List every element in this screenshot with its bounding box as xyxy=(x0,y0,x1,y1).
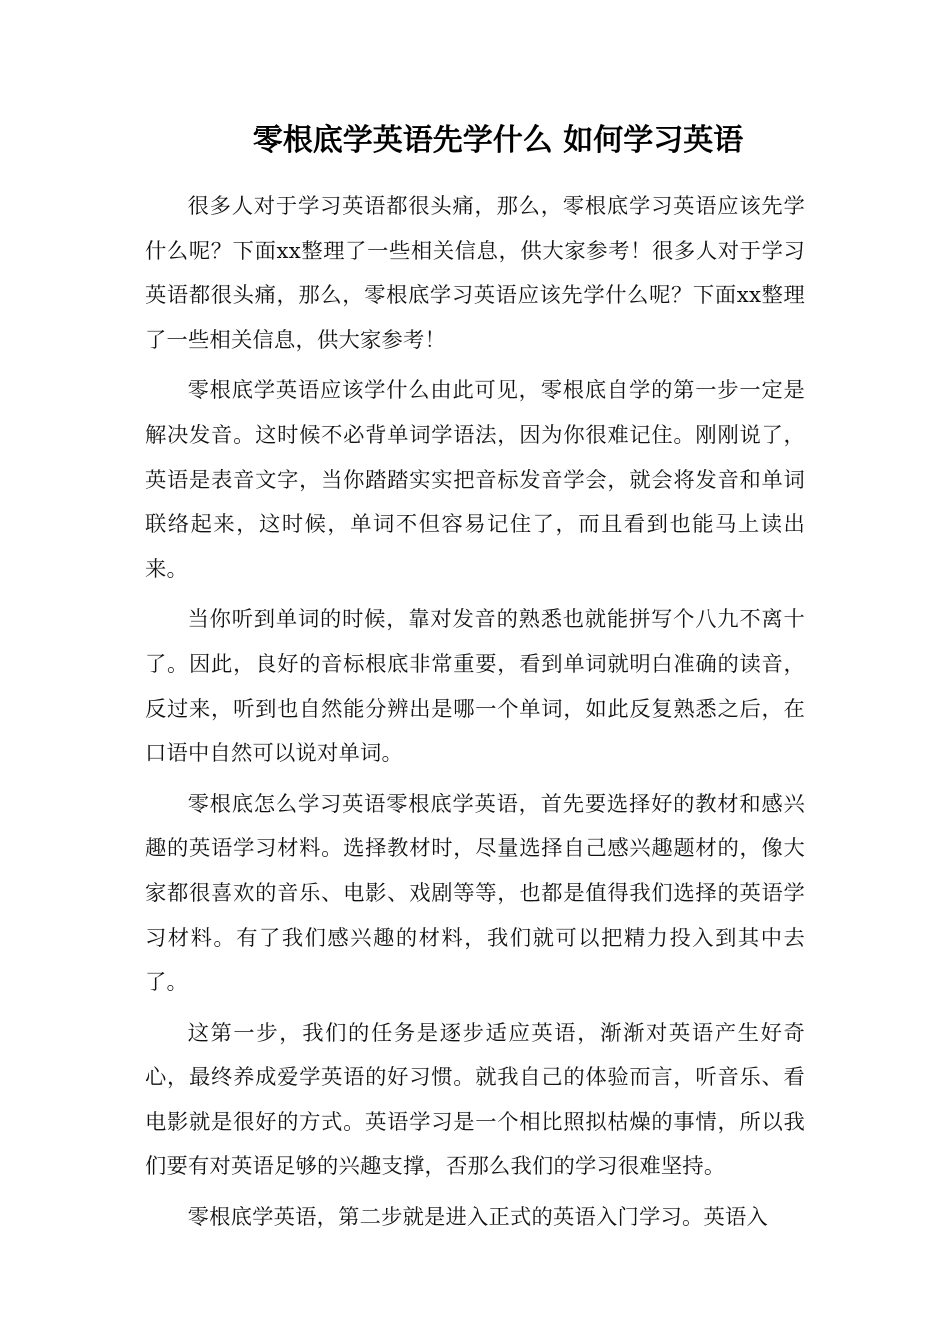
document-title: 零根底学英语先学什么 如何学习英语 xyxy=(252,123,744,158)
paragraph: 零根底学英语，第二步就是进入正式的英语入门学习。英语入 xyxy=(187,1205,769,1231)
paragraph: 零根底怎么学习英语零根底学英语，首先要选择好的教材和感兴趣的英语学习材料。选择教材时，尽量选择自己感兴趣题材的，像大家都很喜欢的音乐、电影、戏剧等等，也都是值得我们选择的英语学习材料。有了我们感兴趣的材料，我们就可以把精力投入到其中去了。 xyxy=(145,791,805,996)
paragraph: 很多人对于学习英语都很头痛，那么，零根底学习英语应该先学什么呢？下面xx整理了一些相关信息，供大家参考！很多人对于学习英语都很头痛，那么，零根底学习英语应该先学什么呢？下面xx整理了一些相关信息，供大家参考！ xyxy=(145,194,805,353)
paragraph: 这第一步，我们的任务是逐步适应英语，渐渐对英语产生好奇心，最终养成爱学英语的好习惯。就我自己的体验而言，听音乐、看电影就是很好的方式。英语学习是一个相比照拟枯燥的事情，所以我们要有对英语足够的兴趣支撑，否那么我们的学习很难坚持。 xyxy=(145,1020,805,1180)
paragraph: 当你听到单词的时候，靠对发音的熟悉也就能拼写个八九不离十了。因此，良好的音标根底非常重要，看到单词就明白准确的读音，反过来，听到也自然能分辨出是哪一个单词，如此反复熟悉之后，在口语中自然可以说对单词。 xyxy=(145,607,805,767)
document-body xyxy=(145,185,805,1247)
paragraph: 零根底学英语应该学什么由此可见，零根底自学的第一步一定是解决发音。这时候不必背单词学语法，因为你很难记住。刚刚说了，英语是表音文字，当你踏踏实实把音标发音学会，就会将发音和单词联络起来，这时候，单词不但容易记住了，而且看到也能马上读出来。 xyxy=(145,378,805,582)
